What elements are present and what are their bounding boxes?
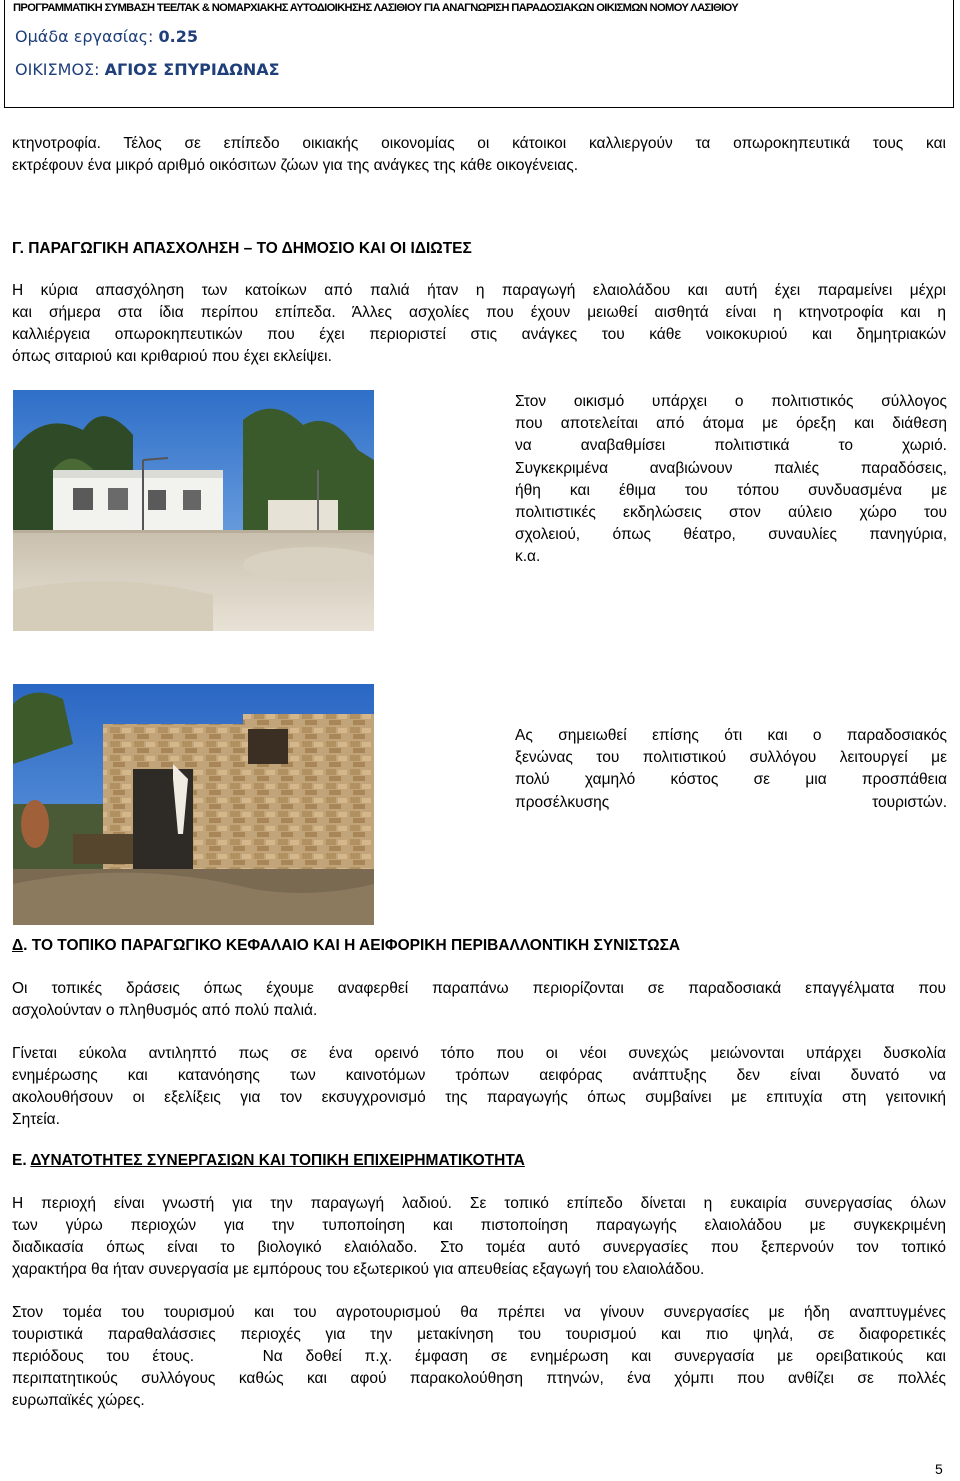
text-line: Στον οικισμό υπάρχει ο πολιτιστικός σύλλογος <box>515 393 947 410</box>
text-line: κ.α. <box>515 548 541 566</box>
text-line: Στον τομέα του τουρισμού και του αγροτουρισμού θα πρέπει να γίνουν συνεργασίες με ήδη αναπτυγμένες <box>12 1304 946 1321</box>
section-d-paragraph-1 <box>12 978 946 1022</box>
guesthouse-photo <box>13 684 374 925</box>
text-line: Ας σημειωθεί επίσης ότι και ο παραδοσιακός <box>515 727 947 744</box>
text-line: πολιτιστικές εκδηλώσεις στον αύλειο χώρο του <box>515 504 947 522</box>
text-line: που αποτελείται από άτομα με όρεξη και διάθεση <box>515 415 947 433</box>
text-line: των γύρω περιοχών για την τυποποίηση και πιστοποίηση παραγωγής ελαιολάδου με συγκεκριμένη <box>12 1217 946 1234</box>
section-e-heading-text: ΔΥΝΑΤΟΤΗΤΕΣ ΣΥΝΕΡΓΑΣΙΩΝ ΚΑΙ ΤΟΠΙΚΗ ΕΠΙΧΕΙΡΗΜΑΤΙΚΟΤΗΤΑ <box>30 1152 525 1169</box>
section-e-paragraph-2 <box>12 1302 946 1412</box>
text-line: Η κύρια απασχόληση των κατοίκων από παλιά ήταν η παραγωγή ελαιολάδου και αυτή έχει παραμείνει μέχρι <box>12 282 946 299</box>
text-line: Γίνεται εύκολα αντιληπτό πως σε ένα ορεινό τόπο που οι νέοι συνεχώς μειώνονται υπάρχει δυσκολία <box>12 1045 946 1062</box>
section-e-heading <box>12 1152 525 1170</box>
text-line: να αναβαθμίσει πολιτιστικά το χωριό. <box>515 437 947 455</box>
section-e-heading-prefix: Ε. <box>12 1152 31 1169</box>
text-line: χαρακτήρα θα ήταν συνεργασία με εμπόρους του εξωτερικού για απευθείας εξαγωγή του ελαιολάδου. <box>12 1261 705 1278</box>
text-line: όπως σιταριού και κριθαριού που έχει εκλείψει. <box>12 348 332 365</box>
work-group-label: Ομάδα εργασίας: <box>15 27 154 46</box>
village-square-image <box>13 390 374 631</box>
text-line: διαδικασία όπως είναι το βιολογικό ελαιόλαδο. Στο τομέα αυτό συνεργασίες που ξεπερνούν τον τοπικό <box>12 1239 946 1256</box>
text-line: Η περιοχή είναι γνωστή για την παραγωγή λαδιού. Σε τοπικό επίπεδο δίνεται η ευκαιρία συνεργασίας όλων <box>12 1195 946 1212</box>
text-line: καλλιέργεια οπωροκηπευτικών που έχει περιοριστεί στις ανάγκες του κάθε νοικοκυριού και δημητριακών <box>12 326 946 343</box>
section-d-heading-text: . ΤΟ ΤΟΠΙΚΟ ΠΑΡΑΓΩΓΙΚΟ ΚΕΦΑΛΑΙΟ ΚΑΙ Η ΑΕΙΦΟΡΙΚΗ ΠΕΡΙΒΑΛΛΟΝΤΙΚΗ ΣΥΝΙΣΤΩΣΑ <box>23 937 681 954</box>
text-line: Σητεία. <box>12 1111 60 1128</box>
text-line: ήθη και έθιμα του τόπου συνδυασμένα με <box>515 481 947 499</box>
text-line: ασχολούνταν ο πληθυσμός από πολύ παλιά. <box>12 1002 318 1019</box>
text-line: και σήμερα στα ίδια περίπου επίπεδα. Άλλες ασχολίες που έχουν μειωθεί αισθητά είναι η κτηνοτροφία και η <box>12 304 946 321</box>
section-d-paragraph-2 <box>12 1043 946 1131</box>
guesthouse-image <box>13 684 374 925</box>
section-e-paragraph-1 <box>12 1193 946 1281</box>
cultural-association-text <box>515 391 947 569</box>
section-d-heading-prefix: Δ <box>12 937 24 954</box>
text-line: κτηνοτροφία. Τέλος σε επίπεδο οικιακής οικονομίας οι κάτοικοι καλλιεργούν τα οπωροκηπευτικά τους και <box>12 135 946 152</box>
text-line: σχολειού, όπως θέατρο, συναυλίες πανηγύρια, <box>515 526 947 544</box>
text-line: τουριστικά παραθαλάσσιες περιοχές για την μετακίνηση του τουρισμού και πιο ψηλά, σε διαφορετικές <box>12 1326 946 1343</box>
text-line: ακολουθήσουν οι εξελίξεις για τον εκσυγχρονισμό της παραγωγής όπως συμβαίνει με επιτυχία στη γειτονική <box>12 1089 946 1106</box>
settlement-label: ΟΙΚΙΣΜΟΣ: <box>15 60 100 79</box>
header-box <box>4 0 954 108</box>
intro-paragraph <box>12 133 946 177</box>
program-title: ΠΡΟΓΡΑΜΜΑΤΙΚΗ ΣΥΜΒΑΣΗ ΤΕΕ/ΤΑΚ & ΝΟΜΑΡΧΙΑΚΗΣ ΑΥΤΟΔΙΟΙΚΗΣΗΣ ΛΑΣΙΘΙΟΥ ΓΙΑ ΑΝΑΓΝΩΡΙΣΗ ΠΑΡΑΔΟΣΙΑΚΩΝ ΟΙΚΙΣΜΩΝ ΝΟΜΟΥ ΛΑΣΙΘΙΟΥ <box>13 2 739 14</box>
section-d-heading <box>12 937 680 955</box>
work-group-line <box>15 27 198 46</box>
text-line: Οι τοπικές δράσεις όπως έχουμε αναφερθεί παραπάνω περιορίζονται σε παραδοσιακά επαγγέλματα που <box>12 980 946 997</box>
village-square-photo <box>13 390 374 631</box>
text-line: πολύ χαμηλό κόστος σε μια προσπάθεια <box>515 771 947 789</box>
text-line: περιόδους του έτους. Να δοθεί π.χ. έμφαση σε ενημέρωση και συνεργασία με ορειβατικούς και <box>12 1348 946 1365</box>
guesthouse-text <box>515 725 947 814</box>
work-group-value: 0.25 <box>158 27 199 46</box>
text-line: ευρωπαϊκές χώρες. <box>12 1392 145 1409</box>
settlement-line <box>15 60 280 79</box>
text-line: προσέλκυσης τουριστών. <box>515 793 947 811</box>
section-g-heading: Γ. ΠΑΡΑΓΩΓΙΚΗ ΑΠΑΣΧΟΛΗΣΗ – ΤΟ ΔΗΜΟΣΙΟ ΚΑΙ ΟΙ ΙΔΙΩΤΕΣ <box>12 240 472 257</box>
section-g-paragraph <box>12 280 946 368</box>
page-number: 5 <box>935 1461 943 1477</box>
settlement-value: ΑΓΙΟΣ ΣΠΥΡΙΔΩΝΑΣ <box>104 60 280 79</box>
text-line: εκτρέφουν ένα μικρό αριθμό οικόσιτων ζώων για της ανάγκες της κάθε οικογένειας. <box>12 157 579 174</box>
text-line: Συγκεκριμένα αναβιώνουν παλιές παραδόσεις, <box>515 459 947 477</box>
text-line: περιπατητικούς συλλόγους καθώς και αφού παρακολούθηση πτηνών, ένα χόμπι που ανθίζει σε πολλές <box>12 1370 946 1387</box>
text-line: ενημέρωσης και κατανόησης των καινοτόμων τρόπων αειφόρας ανάπτυξης δεν είναι δυνατό να <box>12 1067 946 1084</box>
text-line: ξενώνας του πολιτιστικού συλλόγου λειτουργεί με <box>515 749 947 767</box>
